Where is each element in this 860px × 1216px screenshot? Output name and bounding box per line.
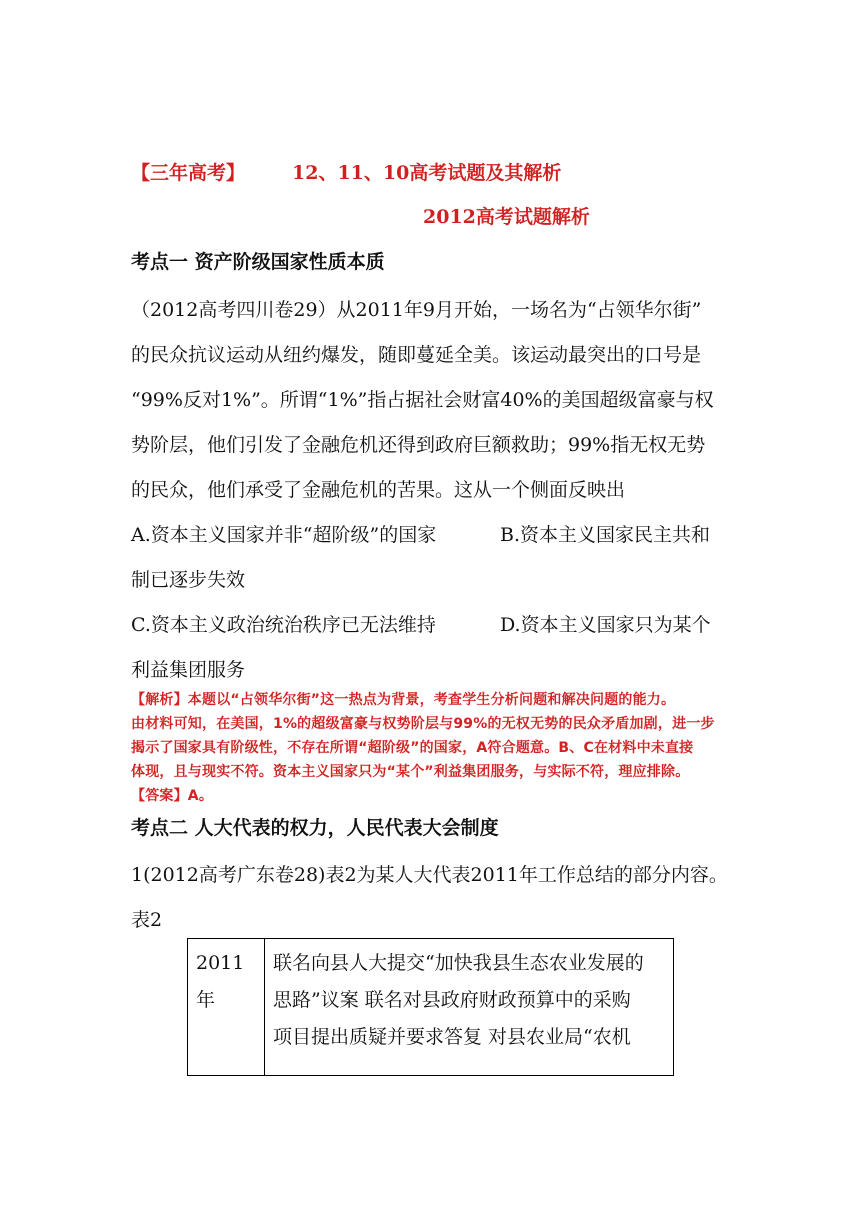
- question-line: （2012高考四川卷29）从2011年9月开始，一场名为“占领华尔街”: [131, 299, 702, 321]
- option-b: B.资本主义国家民主共和: [500, 524, 711, 546]
- question-line: 势阶层，他们引发了金融危机还得到政府巨额救助；99%指无权无势: [131, 434, 706, 456]
- cell-line: 思路”议案 联名对县政府财政预算中的采购: [273, 989, 631, 1011]
- explanation-line: 由材料可知，在美国，1%的超级富豪与权势阶层与99%的无权无势的民众矛盾加剧，进一步: [131, 716, 715, 732]
- header-tag: 【三年高考】: [131, 162, 246, 184]
- section2-question: 1(2012高考广东卷28)表2为某人大代表2011年工作总结的部分内容。: [131, 864, 728, 886]
- option-a: A.资本主义国家并非“超阶级”的国家: [131, 524, 437, 546]
- cell-line: 联名向县人大提交“加快我县生态农业发展的: [273, 952, 644, 974]
- section1-heading: 考点一 资产阶级国家性质本质: [131, 251, 385, 273]
- header-subtitle: 2012高考试题解析: [423, 206, 590, 228]
- cell-line: 2011: [196, 952, 245, 974]
- cell-line: 项目提出质疑并要求答复 对县农业局“农机: [273, 1026, 631, 1048]
- table-cell-content: [265, 939, 674, 1076]
- table-label: 表2: [131, 909, 163, 931]
- answer-line: 【答案】A。: [131, 788, 214, 804]
- option-c: C.资本主义政治统治秩序已无法维持: [131, 614, 436, 636]
- section2-heading: 考点二 人大代表的权力，人民代表大会制度: [131, 817, 499, 839]
- question-line: 的民众，他们承受了金融危机的苦果。这从一个侧面反映出: [131, 479, 626, 501]
- option-b-continued: 制已逐步失效: [131, 569, 246, 591]
- explanation-line: 揭示了国家具有阶级性，不存在所谓“超阶级”的国家，A符合题意。B、C在材料中未直接: [131, 740, 694, 756]
- explanation-line: 【解析】本题以“占领华尔街”这一热点为背景，考查学生分析问题和解决问题的能力。: [131, 692, 676, 708]
- explanation-line: 体现，且与现实不符。资本主义国家只为“某个”利益集团服务，与实际不符，理应排除。: [131, 764, 690, 780]
- question-line: “99%反对1%”。所谓“1%”指占据社会财富40%的美国超级富豪与权: [131, 389, 714, 411]
- table-row: [188, 939, 674, 1076]
- table-cell-year: [188, 939, 265, 1076]
- option-d-continued: 利益集团服务: [131, 659, 246, 681]
- option-d: D.资本主义国家只为某个: [500, 614, 711, 636]
- explanation-block: [131, 688, 736, 808]
- question-line: 的民众抗议运动从纽约爆发，随即蔓延全美。该运动最突出的口号是: [131, 344, 702, 366]
- data-table: [187, 938, 674, 1076]
- header-title: 12、11、10高考试题及其解析: [292, 162, 562, 184]
- cell-line: 年: [196, 989, 216, 1011]
